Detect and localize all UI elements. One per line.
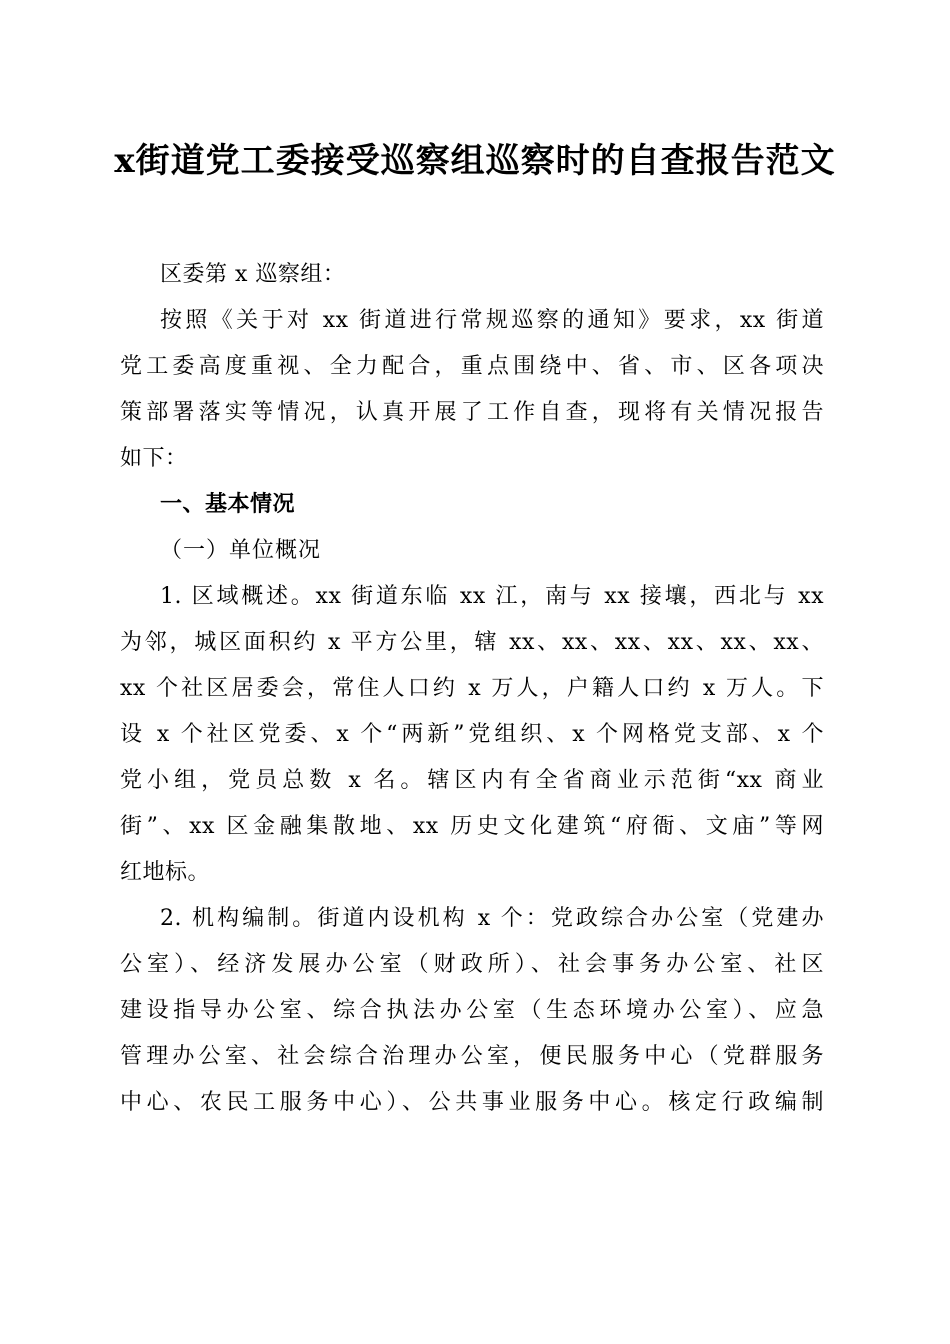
paragraph-line: 街”、xx 区金融集散地、xx 历史文化建筑“府衙、文庙”等网 (120, 814, 824, 839)
paragraph-line: 公室）、经济发展办公室（财政所）、社会事务办公室、社区 (120, 952, 824, 977)
paragraph-line: 管理办公室、社会综合治理办公室，便民服务中心（党群服务 (120, 1044, 824, 1069)
paragraph-line: 策部署落实等情况，认真开展了工作自查，现将有关情况报告 (120, 400, 824, 425)
paragraph-line: 如下： (120, 446, 188, 471)
paragraph-line: 1. 区域概述。xx 街道东临 xx 江，南与 xx 接壤，西北与 xx (160, 584, 824, 609)
paragraph-line: 按照《关于对 xx 街道进行常规巡察的通知》要求，xx 街道 (160, 308, 824, 333)
paragraph-line: 中心、农民工服务中心）、公共事业服务中心。核定行政编制 (120, 1090, 824, 1115)
paragraph-line: 建设指导办公室、综合执法办公室（生态环境办公室）、应急 (120, 998, 824, 1023)
paragraph-line: xx 个社区居委会，常住人口约 x 万人，户籍人口约 x 万人。下 (120, 676, 824, 701)
document-body (120, 252, 824, 1126)
paragraph-line: 党小组，党员总数 x 名。辖区内有全省商业示范街“xx 商业 (120, 768, 824, 793)
paragraph-line: 为邻，城区面积约 x 平方公里，辖 xx、xx、xx、xx、xx、xx、 (120, 630, 824, 655)
salutation: 区委第 x 巡察组： (160, 262, 346, 287)
paragraph-line: 党工委高度重视、全力配合，重点围绕中、省、市、区各项决 (120, 354, 824, 379)
paragraph-line: 设 x 个社区党委、x 个“两新”党组织、x 个网格党支部、x 个 (120, 722, 824, 747)
section-heading: 一、基本情况 (160, 492, 296, 517)
paragraph-line: 红地标。 (120, 860, 211, 885)
document-title: x街道党工委接受巡察组巡察时的自查报告范文 (114, 141, 836, 181)
subsection-heading: （一）单位概况 (160, 538, 322, 563)
paragraph-line: 2. 机构编制。街道内设机构 x 个：党政综合办公室（党建办 (160, 906, 824, 931)
